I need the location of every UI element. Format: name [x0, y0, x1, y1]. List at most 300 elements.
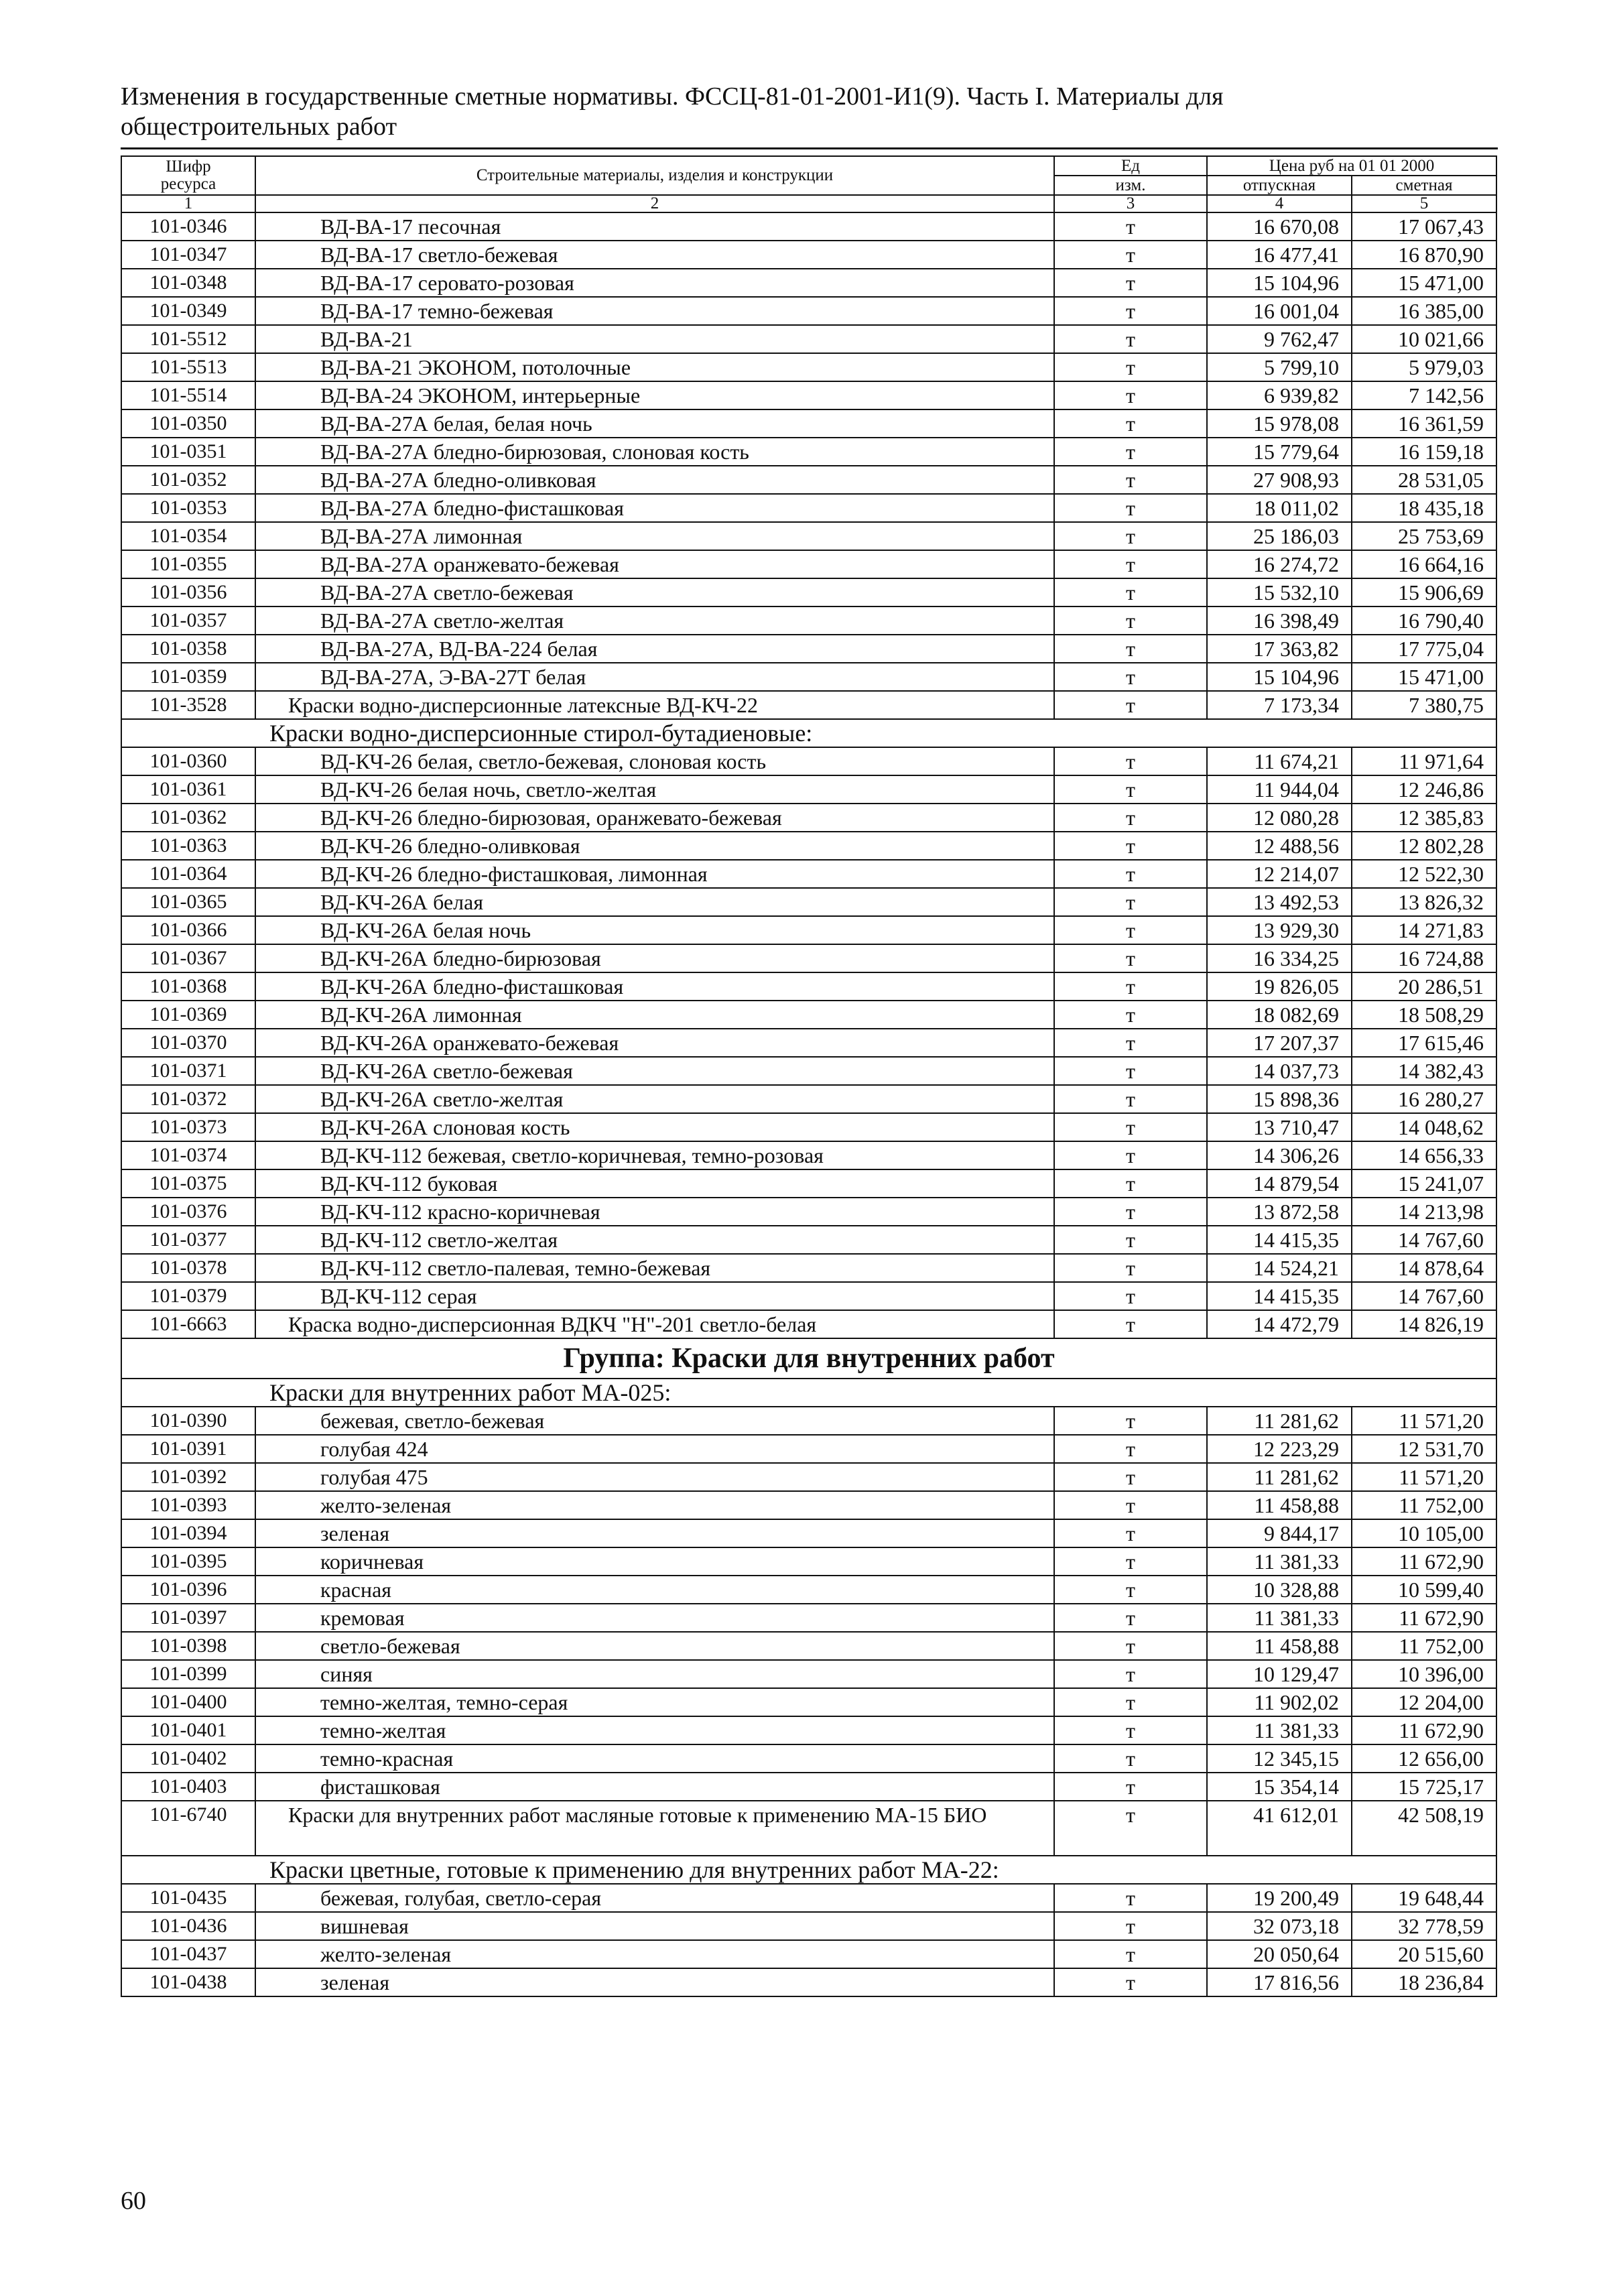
unit: т [1054, 1435, 1207, 1463]
table-row [121, 1576, 1496, 1604]
resource-code: 101-0398 [121, 1632, 255, 1660]
table-row [121, 804, 1496, 832]
table-row [121, 522, 1496, 550]
material-name: Краски водно-дисперсионные латексные ВД-КЧ-22 [255, 691, 1054, 719]
resource-code: 101-0391 [121, 1435, 255, 1463]
unit: т [1054, 1688, 1207, 1716]
material-name: желто-зеленая [255, 1940, 1054, 1968]
table-row [121, 578, 1496, 607]
estimate-price: 20 286,51 [1352, 972, 1496, 1001]
release-price: 14 415,35 [1207, 1282, 1352, 1310]
table-row [121, 1744, 1496, 1773]
estimate-price: 16 664,16 [1352, 550, 1496, 578]
resource-code: 101-0361 [121, 775, 255, 804]
release-price: 14 472,79 [1207, 1310, 1352, 1338]
estimate-price: 11 672,90 [1352, 1716, 1496, 1744]
unit: т [1054, 494, 1207, 522]
material-name: ВД-ВА-27А светло-желтая [255, 607, 1054, 635]
table-row [121, 1801, 1496, 1856]
table-row [121, 1716, 1496, 1744]
table-row [121, 1912, 1496, 1940]
estimate-price: 14 767,60 [1352, 1282, 1496, 1310]
resource-code: 101-0369 [121, 1001, 255, 1029]
release-price: 10 129,47 [1207, 1660, 1352, 1688]
subgroup-heading-row [121, 1856, 1496, 1884]
release-price: 17 816,56 [1207, 1968, 1352, 1996]
material-name: ВД-КЧ-26А белая ночь [255, 916, 1054, 944]
material-name: голубая 475 [255, 1463, 1054, 1491]
unit: т [1054, 1254, 1207, 1282]
material-name: ВД-ВА-27А оранжевато-бежевая [255, 550, 1054, 578]
unit: т [1054, 1604, 1207, 1632]
resource-code: 101-0352 [121, 466, 255, 494]
material-name: темно-желтая, темно-серая [255, 1688, 1054, 1716]
material-name: ВД-КЧ-26А светло-бежевая [255, 1057, 1054, 1085]
resource-code: 101-3528 [121, 691, 255, 719]
table-row [121, 1773, 1496, 1801]
resource-code: 101-0397 [121, 1604, 255, 1632]
material-name: светло-бежевая [255, 1632, 1054, 1660]
table-row [121, 747, 1496, 775]
table-row [121, 325, 1496, 353]
material-name: ВД-ВА-24 ЭКОНОМ, интерьерные [255, 381, 1054, 409]
release-price: 13 492,53 [1207, 888, 1352, 916]
release-price: 5 799,10 [1207, 353, 1352, 381]
unit: т [1054, 1576, 1207, 1604]
group-heading-row [121, 1338, 1496, 1379]
estimate-price: 15 471,00 [1352, 269, 1496, 297]
resource-code: 101-0354 [121, 522, 255, 550]
resource-code: 101-0390 [121, 1407, 255, 1435]
material-name: темно-желтая [255, 1716, 1054, 1744]
material-name: ВД-КЧ-26 белая, светло-бежевая, слоновая кость [255, 747, 1054, 775]
table-row [121, 1085, 1496, 1113]
column-number: 2 [255, 195, 1054, 212]
resource-code: 101-0377 [121, 1226, 255, 1254]
estimate-price: 16 385,00 [1352, 297, 1496, 325]
column-number: 4 [1207, 195, 1352, 212]
unit: т [1054, 916, 1207, 944]
subgroup-heading: Краски водно-дисперсионные стирол-бутадиеновые: [121, 719, 1496, 747]
release-price: 15 354,14 [1207, 1773, 1352, 1801]
material-name: вишневая [255, 1912, 1054, 1940]
table-row [121, 972, 1496, 1001]
estimate-price: 17 615,46 [1352, 1029, 1496, 1057]
table-row [121, 1057, 1496, 1085]
estimate-price: 16 870,90 [1352, 241, 1496, 269]
material-name: синяя [255, 1660, 1054, 1688]
resource-code: 101-0350 [121, 409, 255, 438]
table-row [121, 607, 1496, 635]
unit: т [1054, 1001, 1207, 1029]
column-number-row [121, 195, 1496, 212]
resource-code: 101-0364 [121, 860, 255, 888]
unit: т [1054, 1226, 1207, 1254]
estimate-price: 16 361,59 [1352, 409, 1496, 438]
unit: т [1054, 438, 1207, 466]
unit: т [1054, 353, 1207, 381]
release-price: 18 082,69 [1207, 1001, 1352, 1029]
unit: т [1054, 212, 1207, 241]
unit: т [1054, 1085, 1207, 1113]
estimate-price: 7 380,75 [1352, 691, 1496, 719]
resource-code: 101-0375 [121, 1169, 255, 1198]
estimate-price: 14 382,43 [1352, 1057, 1496, 1085]
release-price: 13 872,58 [1207, 1198, 1352, 1226]
estimate-price: 14 656,33 [1352, 1141, 1496, 1169]
table-row [121, 1282, 1496, 1310]
estimate-price: 11 752,00 [1352, 1491, 1496, 1519]
release-price: 13 710,47 [1207, 1113, 1352, 1141]
table-row [121, 1113, 1496, 1141]
material-name: желто-зеленая [255, 1491, 1054, 1519]
estimate-price: 11 672,90 [1352, 1547, 1496, 1576]
estimate-price: 12 385,83 [1352, 804, 1496, 832]
release-price: 16 334,25 [1207, 944, 1352, 972]
estimate-price: 15 471,00 [1352, 663, 1496, 691]
release-price: 11 458,88 [1207, 1491, 1352, 1519]
release-price: 12 080,28 [1207, 804, 1352, 832]
table-row [121, 353, 1496, 381]
unit: т [1054, 241, 1207, 269]
release-price: 15 898,36 [1207, 1085, 1352, 1113]
estimate-price: 11 971,64 [1352, 747, 1496, 775]
material-name: ВД-ВА-27А, Э-ВА-27Т белая [255, 663, 1054, 691]
estimate-price: 17 775,04 [1352, 635, 1496, 663]
unit: т [1054, 1884, 1207, 1912]
resource-code: 101-0356 [121, 578, 255, 607]
release-price: 11 944,04 [1207, 775, 1352, 804]
estimate-price: 18 508,29 [1352, 1001, 1496, 1029]
material-name: ВД-КЧ-26А белая [255, 888, 1054, 916]
resource-code: 101-0355 [121, 550, 255, 578]
estimate-price: 16 724,88 [1352, 944, 1496, 972]
release-price: 14 879,54 [1207, 1169, 1352, 1198]
unit: т [1054, 1632, 1207, 1660]
material-name: ВД-КЧ-26А светло-желтая [255, 1085, 1054, 1113]
table-row [121, 832, 1496, 860]
resource-code: 101-0353 [121, 494, 255, 522]
page-number: 60 [121, 2187, 146, 2215]
estimate-price: 10 021,66 [1352, 325, 1496, 353]
material-name: ВД-ВА-27А, ВД-ВА-224 белая [255, 635, 1054, 663]
release-price: 12 223,29 [1207, 1435, 1352, 1463]
resource-code: 101-0436 [121, 1912, 255, 1940]
material-name: ВД-КЧ-112 серая [255, 1282, 1054, 1310]
release-price: 14 524,21 [1207, 1254, 1352, 1282]
header-estimate: сметная [1352, 176, 1496, 195]
release-price: 15 104,96 [1207, 269, 1352, 297]
table-row [121, 1940, 1496, 1968]
estimate-price: 42 508,19 [1352, 1801, 1496, 1856]
estimate-price: 10 105,00 [1352, 1519, 1496, 1547]
column-number: 5 [1352, 195, 1496, 212]
estimate-price: 14 767,60 [1352, 1226, 1496, 1254]
release-price: 14 306,26 [1207, 1141, 1352, 1169]
estimate-price: 12 204,00 [1352, 1688, 1496, 1716]
release-price: 11 381,33 [1207, 1716, 1352, 1744]
unit: т [1054, 747, 1207, 775]
table-row [121, 1463, 1496, 1491]
release-price: 15 532,10 [1207, 578, 1352, 607]
table-row [121, 438, 1496, 466]
material-name: ВД-ВА-17 светло-бежевая [255, 241, 1054, 269]
resource-code: 101-0372 [121, 1085, 255, 1113]
release-price: 17 363,82 [1207, 635, 1352, 663]
unit: т [1054, 1744, 1207, 1773]
release-price: 41 612,01 [1207, 1801, 1352, 1856]
resource-code: 101-0438 [121, 1968, 255, 1996]
material-name: ВД-ВА-27А светло-бежевая [255, 578, 1054, 607]
table-row [121, 212, 1496, 241]
resource-code: 101-6663 [121, 1310, 255, 1338]
estimate-price: 13 826,32 [1352, 888, 1496, 916]
resource-code: 101-0376 [121, 1198, 255, 1226]
estimate-price: 10 396,00 [1352, 1660, 1496, 1688]
estimate-price: 32 778,59 [1352, 1912, 1496, 1940]
table-row [121, 1604, 1496, 1632]
header-code [121, 156, 255, 195]
material-name: ВД-ВА-21 [255, 325, 1054, 353]
unit: т [1054, 1310, 1207, 1338]
estimate-price: 12 656,00 [1352, 1744, 1496, 1773]
material-name: ВД-ВА-27А бледно-оливковая [255, 466, 1054, 494]
unit: т [1054, 1491, 1207, 1519]
estimate-price: 15 725,17 [1352, 1773, 1496, 1801]
release-price: 12 345,15 [1207, 1744, 1352, 1773]
estimate-price: 28 531,05 [1352, 466, 1496, 494]
table-row [121, 550, 1496, 578]
resource-code: 101-0399 [121, 1660, 255, 1688]
header-release: отпускная [1207, 176, 1352, 195]
table-row [121, 1198, 1496, 1226]
resource-code: 101-0402 [121, 1744, 255, 1773]
material-name: ВД-ВА-17 темно-бежевая [255, 297, 1054, 325]
materials-price-table [121, 155, 1497, 1997]
subgroup-heading: Краски для внутренних работ МА-025: [121, 1379, 1496, 1407]
release-price: 19 826,05 [1207, 972, 1352, 1001]
table-row [121, 297, 1496, 325]
material-name: ВД-КЧ-26А оранжевато-бежевая [255, 1029, 1054, 1057]
unit: т [1054, 972, 1207, 1001]
material-name: голубая 424 [255, 1435, 1054, 1463]
estimate-price: 16 790,40 [1352, 607, 1496, 635]
resource-code: 101-0396 [121, 1576, 255, 1604]
table-row [121, 663, 1496, 691]
resource-code: 101-0392 [121, 1463, 255, 1491]
estimate-price: 18 236,84 [1352, 1968, 1496, 1996]
resource-code: 101-0379 [121, 1282, 255, 1310]
release-price: 15 779,64 [1207, 438, 1352, 466]
material-name: ВД-ВА-27А белая, белая ночь [255, 409, 1054, 438]
material-name: ВД-КЧ-26А слоновая кость [255, 1113, 1054, 1141]
estimate-price: 20 515,60 [1352, 1940, 1496, 1968]
material-name: ВД-КЧ-26 бледно-фисташковая, лимонная [255, 860, 1054, 888]
estimate-price: 14 878,64 [1352, 1254, 1496, 1282]
estimate-price: 12 802,28 [1352, 832, 1496, 860]
release-price: 32 073,18 [1207, 1912, 1352, 1940]
material-name: красная [255, 1576, 1054, 1604]
release-price: 9 762,47 [1207, 325, 1352, 353]
estimate-price: 11 571,20 [1352, 1463, 1496, 1491]
unit: т [1054, 832, 1207, 860]
header-code-line-1: Шифр [166, 157, 211, 176]
release-price: 12 214,07 [1207, 860, 1352, 888]
estimate-price: 15 241,07 [1352, 1169, 1496, 1198]
table-row [121, 466, 1496, 494]
unit: т [1054, 663, 1207, 691]
unit: т [1054, 1029, 1207, 1057]
resource-code: 101-0351 [121, 438, 255, 466]
table-row [121, 1254, 1496, 1282]
table-header-row [121, 156, 1496, 176]
release-price: 14 415,35 [1207, 1226, 1352, 1254]
release-price: 15 978,08 [1207, 409, 1352, 438]
unit: т [1054, 1057, 1207, 1085]
unit: т [1054, 1773, 1207, 1801]
estimate-price: 16 159,18 [1352, 438, 1496, 466]
estimate-price: 14 048,62 [1352, 1113, 1496, 1141]
table-row [121, 1029, 1496, 1057]
material-name: ВД-ВА-17 песочная [255, 212, 1054, 241]
table-row [121, 1001, 1496, 1029]
table-row [121, 888, 1496, 916]
unit: т [1054, 466, 1207, 494]
header-line-1: Изменения в государственные сметные нормативы. ФССЦ-81-01-2001-И1(9). Часть I. Материалы для [121, 82, 1224, 111]
resource-code: 101-0370 [121, 1029, 255, 1057]
material-name: ВД-КЧ-112 светло-желтая [255, 1226, 1054, 1254]
resource-code: 101-0365 [121, 888, 255, 916]
unit: т [1054, 944, 1207, 972]
estimate-price: 25 753,69 [1352, 522, 1496, 550]
material-name: ВД-ВА-27А бледно-фисташковая [255, 494, 1054, 522]
table-row [121, 1435, 1496, 1463]
table-row [121, 860, 1496, 888]
release-price: 16 274,72 [1207, 550, 1352, 578]
table-row [121, 635, 1496, 663]
unit: т [1054, 1801, 1207, 1856]
release-price: 18 011,02 [1207, 494, 1352, 522]
release-price: 27 908,93 [1207, 466, 1352, 494]
subgroup-heading: Краски цветные, готовые к применению для внутренних работ МА-22: [121, 1856, 1496, 1884]
material-name: зеленая [255, 1519, 1054, 1547]
material-name: Краски для внутренних работ масляные готовые к применению МА-15 БИО [255, 1801, 1054, 1856]
release-price: 25 186,03 [1207, 522, 1352, 550]
estimate-price: 11 752,00 [1352, 1632, 1496, 1660]
table-row [121, 1519, 1496, 1547]
table-row [121, 944, 1496, 972]
subgroup-heading-row [121, 719, 1496, 747]
header-price: Цена руб на 01 01 2000 [1207, 156, 1496, 176]
material-name: бежевая, голубая, светло-серая [255, 1884, 1054, 1912]
unit: т [1054, 1968, 1207, 1996]
release-price: 11 381,33 [1207, 1547, 1352, 1576]
estimate-price: 17 067,43 [1352, 212, 1496, 241]
release-price: 6 939,82 [1207, 381, 1352, 409]
release-price: 16 670,08 [1207, 212, 1352, 241]
unit: т [1054, 691, 1207, 719]
table-row [121, 1407, 1496, 1435]
material-name: ВД-КЧ-112 светло-палевая, темно-бежевая [255, 1254, 1054, 1282]
estimate-price: 12 531,70 [1352, 1435, 1496, 1463]
material-name: ВД-КЧ-26А бледно-фисташковая [255, 972, 1054, 1001]
release-price: 16 001,04 [1207, 297, 1352, 325]
unit: т [1054, 804, 1207, 832]
material-name: ВД-ВА-27А бледно-бирюзовая, слоновая кость [255, 438, 1054, 466]
table-row [121, 1968, 1496, 1996]
estimate-price: 5 979,03 [1352, 353, 1496, 381]
header-rule [121, 147, 1498, 149]
unit: т [1054, 775, 1207, 804]
material-name: ВД-КЧ-112 буковая [255, 1169, 1054, 1198]
unit: т [1054, 888, 1207, 916]
resource-code: 101-0358 [121, 635, 255, 663]
estimate-price: 19 648,44 [1352, 1884, 1496, 1912]
unit: т [1054, 522, 1207, 550]
release-price: 11 458,88 [1207, 1632, 1352, 1660]
table-row [121, 1226, 1496, 1254]
release-price: 11 674,21 [1207, 747, 1352, 775]
resource-code: 101-0400 [121, 1688, 255, 1716]
estimate-price: 18 435,18 [1352, 494, 1496, 522]
unit: т [1054, 578, 1207, 607]
resource-code: 101-0368 [121, 972, 255, 1001]
unit: т [1054, 1169, 1207, 1198]
release-price: 14 037,73 [1207, 1057, 1352, 1085]
estimate-price: 14 213,98 [1352, 1198, 1496, 1226]
material-name: коричневая [255, 1547, 1054, 1576]
release-price: 7 173,34 [1207, 691, 1352, 719]
release-price: 11 902,02 [1207, 1688, 1352, 1716]
table-row [121, 1632, 1496, 1660]
estimate-price: 16 280,27 [1352, 1085, 1496, 1113]
estimate-price: 12 246,86 [1352, 775, 1496, 804]
material-name: ВД-КЧ-26 бледно-бирюзовая, оранжевато-бежевая [255, 804, 1054, 832]
release-price: 11 281,62 [1207, 1463, 1352, 1491]
table-row [121, 775, 1496, 804]
table-row [121, 691, 1496, 719]
release-price: 13 929,30 [1207, 916, 1352, 944]
material-name: ВД-КЧ-26А бледно-бирюзовая [255, 944, 1054, 972]
unit: т [1054, 409, 1207, 438]
resource-code: 101-0371 [121, 1057, 255, 1085]
table-row [121, 1660, 1496, 1688]
resource-code: 101-0373 [121, 1113, 255, 1141]
unit: т [1054, 1547, 1207, 1576]
unit: т [1054, 1660, 1207, 1688]
header-code-line-2: ресурса [160, 175, 216, 193]
resource-code: 101-6740 [121, 1801, 255, 1856]
table-row [121, 1547, 1496, 1576]
column-number: 3 [1054, 195, 1207, 212]
unit: т [1054, 297, 1207, 325]
estimate-price: 7 142,56 [1352, 381, 1496, 409]
unit: т [1054, 607, 1207, 635]
material-name: ВД-КЧ-112 бежевая, светло-коричневая, темно-розовая [255, 1141, 1054, 1169]
unit: т [1054, 550, 1207, 578]
release-price: 9 844,17 [1207, 1519, 1352, 1547]
resource-code: 101-0395 [121, 1547, 255, 1576]
unit: т [1054, 1463, 1207, 1491]
resource-code: 101-0435 [121, 1884, 255, 1912]
material-name: Краска водно-дисперсионная ВДКЧ "Н"-201 светло-белая [255, 1310, 1054, 1338]
resource-code: 101-0374 [121, 1141, 255, 1169]
resource-code: 101-0378 [121, 1254, 255, 1282]
resource-code: 101-0360 [121, 747, 255, 775]
header-unit-2: изм. [1054, 176, 1207, 195]
material-name: ВД-ВА-17 серовато-розовая [255, 269, 1054, 297]
table-row [121, 409, 1496, 438]
